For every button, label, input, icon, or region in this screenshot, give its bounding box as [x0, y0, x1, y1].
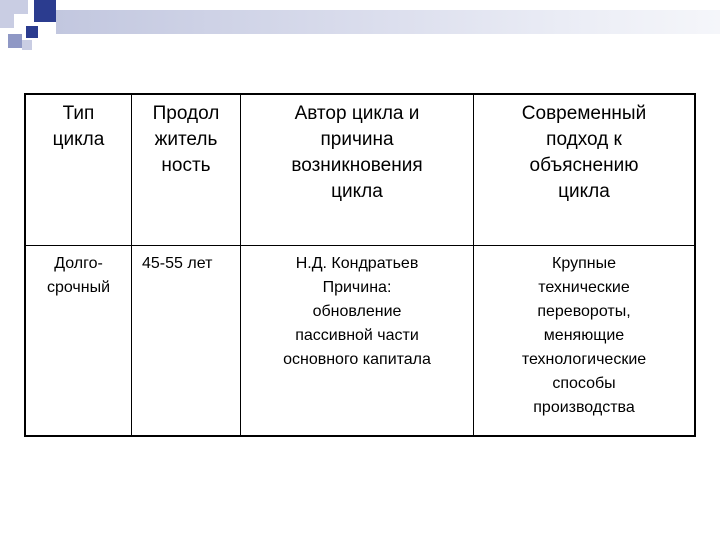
- row-divider: [26, 245, 694, 246]
- decor-square: [26, 26, 38, 38]
- header-cycle-type: Тип цикла: [52, 103, 105, 150]
- header-duration: Продол житель ность: [152, 103, 220, 176]
- header-author-cause: Автор цикла и причина возникновения цикла: [291, 103, 423, 202]
- decor-square: [22, 40, 32, 50]
- cell-cycle-type: Долго- срочный: [46, 255, 111, 296]
- cell-duration: 45-55 лет: [142, 255, 213, 272]
- cell-modern-approach: Крупные технические перевороты, меняющие технологические способы производства: [521, 255, 647, 416]
- header-modern-approach: Современный подход к объяснению цикла: [521, 103, 647, 202]
- decor-square: [34, 0, 56, 22]
- decor-gradient-bar: [56, 10, 720, 34]
- cell-author-cause: Н.Д. Кондратьев Причина: обновление пассивной части основного капитала: [283, 255, 431, 368]
- cycle-table: [24, 93, 696, 437]
- decor-square: [8, 34, 22, 48]
